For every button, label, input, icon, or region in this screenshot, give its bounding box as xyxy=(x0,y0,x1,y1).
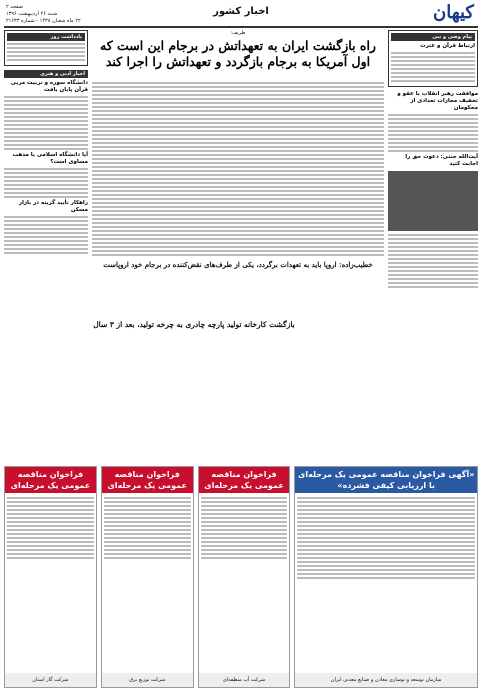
section-title: اخبار کشور xyxy=(213,6,269,17)
ad-text xyxy=(102,493,193,563)
right-column xyxy=(388,30,478,400)
left-column xyxy=(4,30,88,360)
ad-title: فراخوان مناقصه عمومی یک مرحله‌ای xyxy=(5,467,96,493)
masthead xyxy=(4,2,478,28)
right-item2-head: موافقت رهبر انقلاب با عفو و تخفیف مجازات تعدادی از محکومان xyxy=(397,91,478,111)
right-item1-head: ارتباط قرآن و عترت xyxy=(420,43,475,49)
sub-headline: خطیب‌زاده: اروپا باید به تعهدات برگردد، یکی از طرف‌های نقض‌کننده در برجام خود اروپاست xyxy=(103,260,373,269)
lead-headline: راه بازگشت ایران به تعهداتش در برجام این است که اول آمریکا به برجام بازگردد و تعهداتش را اجرا کند xyxy=(100,38,376,69)
ad-text xyxy=(5,493,96,563)
right-item1-text xyxy=(391,52,475,82)
issue-info xyxy=(6,4,81,25)
issue-page: صفحه ۲ xyxy=(6,4,23,10)
newspaper-logo: کیهان xyxy=(432,2,474,23)
story-bar: بازگشت کارخانه تولید پارچه چادری به چرخه تولید، بعد از ۳ سال xyxy=(93,320,295,329)
lead-story xyxy=(92,30,384,78)
ad-footer: شرکت آب منطقه‌ای xyxy=(199,673,290,687)
sub-story xyxy=(92,260,384,300)
ad-footer: شرکت توزیع برق xyxy=(102,673,193,687)
ad-footer: سازمان توسعه و نوسازی معادن و صنایع معدنی ایران xyxy=(295,673,477,687)
left-box-title: یادداشت روز xyxy=(7,33,85,41)
right-item3-text xyxy=(388,234,478,288)
middle-column xyxy=(92,80,384,430)
ad-text xyxy=(295,493,477,583)
left-box2-title: اخبار ادبی و هنری xyxy=(4,70,88,78)
left-item2-head: آیا دانشگاه اسلامی با مذهب مساوی است؟ xyxy=(12,152,88,165)
ad-tender-main xyxy=(294,466,478,688)
issue-number: ۲۲ ماه شعبان ۱۴۳۸ - شماره ۲۱۶۳۳ xyxy=(6,18,81,24)
ad-tender-4 xyxy=(4,466,97,688)
left-box xyxy=(4,30,88,66)
left-item-text xyxy=(4,96,88,150)
mid-text-1 xyxy=(92,82,384,256)
ad-text xyxy=(199,493,290,563)
ad-title: فراخوان مناقصه عمومی یک مرحله‌ای xyxy=(102,467,193,493)
ad-footer: شرکت گاز استان xyxy=(5,673,96,687)
ad-title: «آگهی فراخوان مناقصه عمومی یک مرحله‌ای با ارزیابی کیفی فشرده» xyxy=(295,467,477,493)
left-item-head: دانشگاه سوره و تربیت مربی قرآن پایان یافت xyxy=(10,80,88,93)
right-box-title: پیام وصی و نبی xyxy=(391,33,475,41)
right-item2-text xyxy=(388,114,478,152)
lead-kicker: ظریف: xyxy=(230,30,246,36)
left-item3-head: راهکار تأیید گزینه در بازار مسکن xyxy=(18,200,88,213)
ad-tender-2 xyxy=(198,466,291,688)
issue-date: شنبه ۲۶ اردیبهشت ۱۳۹۶ xyxy=(6,11,58,17)
left-item2-text xyxy=(4,168,88,198)
photo-caption: آیت‌الله جنتی: دعوت حق را اجابت کنید xyxy=(405,154,478,167)
portrait-photo xyxy=(388,171,478,231)
ads-row xyxy=(4,466,478,688)
ad-title: فراخوان مناقصه عمومی یک مرحله‌ای xyxy=(199,467,290,493)
left-item3-text xyxy=(4,216,88,254)
right-box xyxy=(388,30,478,87)
ad-tender-3 xyxy=(101,466,194,688)
left-box-text xyxy=(7,43,85,61)
